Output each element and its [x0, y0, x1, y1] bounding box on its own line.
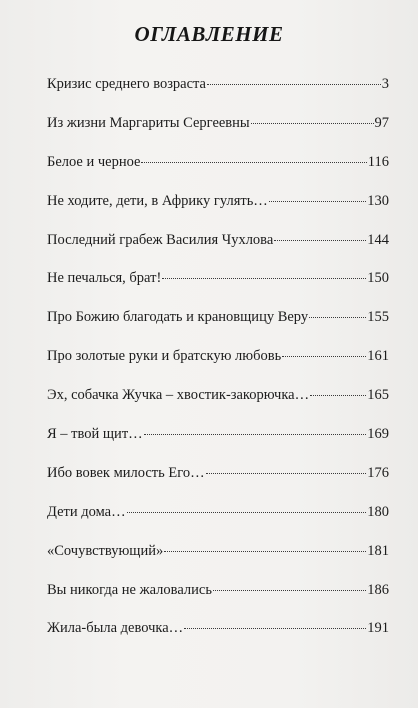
toc-entry-title: Про Божию благодать и крановщицу Веру — [47, 309, 309, 326]
toc-entry-title: Про золотые руки и братскую любовь — [47, 348, 282, 365]
dot-leader — [141, 162, 366, 163]
toc-entry — [47, 424, 389, 463]
toc-entry-title: Последний грабеж Василия Чухлова — [47, 231, 274, 248]
toc-entry — [47, 346, 389, 385]
toc-entry-page: 191 — [367, 620, 389, 637]
toc-entry — [47, 385, 389, 424]
toc-entry-page: 116 — [367, 153, 389, 170]
toc-entry-page: 176 — [367, 464, 389, 481]
toc-entry — [47, 307, 389, 346]
toc-entry-page: 181 — [367, 542, 389, 559]
table-of-contents — [47, 74, 389, 657]
toc-entry-page: 165 — [367, 387, 389, 404]
toc-entry — [47, 268, 389, 307]
dot-leader — [310, 395, 366, 396]
toc-entry-title: Кризис среднего возраста — [47, 76, 206, 92]
toc-entry-title: Дети дома… — [47, 503, 126, 520]
toc-entry — [47, 541, 389, 580]
dot-leader — [164, 551, 366, 552]
toc-entry — [47, 580, 389, 619]
toc-entry-title: Вы никогда не жаловались — [47, 581, 212, 598]
toc-entry-title: Я – твой щит… — [47, 426, 143, 443]
dot-leader — [162, 278, 366, 279]
toc-entry-page: 161 — [367, 348, 389, 365]
toc-entry-title: Не печалься, брат! — [47, 270, 162, 287]
dot-leader — [274, 240, 366, 241]
toc-entry-title: «Сочувствующий» — [47, 542, 164, 559]
dot-leader — [213, 590, 366, 591]
toc-entry-page: 144 — [367, 231, 389, 248]
toc-entry-page: 3 — [381, 76, 389, 92]
toc-entry-page: 155 — [367, 309, 389, 326]
toc-entry-title: Эх, собачка Жучка – хвостик-закорючка… — [47, 387, 310, 404]
toc-entry-title: Из жизни Маргариты Сергеевны — [47, 114, 250, 131]
dot-leader — [144, 434, 367, 435]
dot-leader — [251, 123, 374, 124]
toc-entry — [47, 502, 389, 541]
toc-entry — [47, 230, 389, 269]
dot-leader — [309, 317, 366, 318]
dot-leader — [127, 512, 367, 513]
toc-entry — [47, 113, 389, 152]
dot-leader — [269, 201, 366, 202]
toc-entry-page: 180 — [367, 503, 389, 520]
toc-entry — [47, 618, 389, 657]
toc-entry-title: Не ходите, дети, в Африку гулять… — [47, 192, 268, 209]
toc-entry-title: Ибо вовек милость Его… — [47, 464, 205, 481]
dot-leader — [184, 628, 366, 629]
toc-entry-title: Белое и черное — [47, 153, 141, 170]
toc-entry — [47, 463, 389, 502]
dot-leader — [206, 473, 367, 474]
toc-entry — [47, 74, 389, 113]
toc-entry-page: 130 — [367, 192, 389, 209]
toc-entry — [47, 191, 389, 230]
toc-entry-page: 169 — [367, 426, 389, 443]
toc-entry — [47, 152, 389, 191]
dot-leader — [207, 84, 381, 85]
dot-leader — [282, 356, 366, 357]
toc-entry-page: 97 — [374, 114, 389, 131]
toc-entry-page: 150 — [367, 270, 389, 287]
toc-entry-title: Жила-была девочка… — [47, 620, 184, 637]
toc-entry-page: 186 — [367, 581, 389, 598]
toc-heading: ОГЛАВЛЕНИЕ — [134, 22, 284, 46]
